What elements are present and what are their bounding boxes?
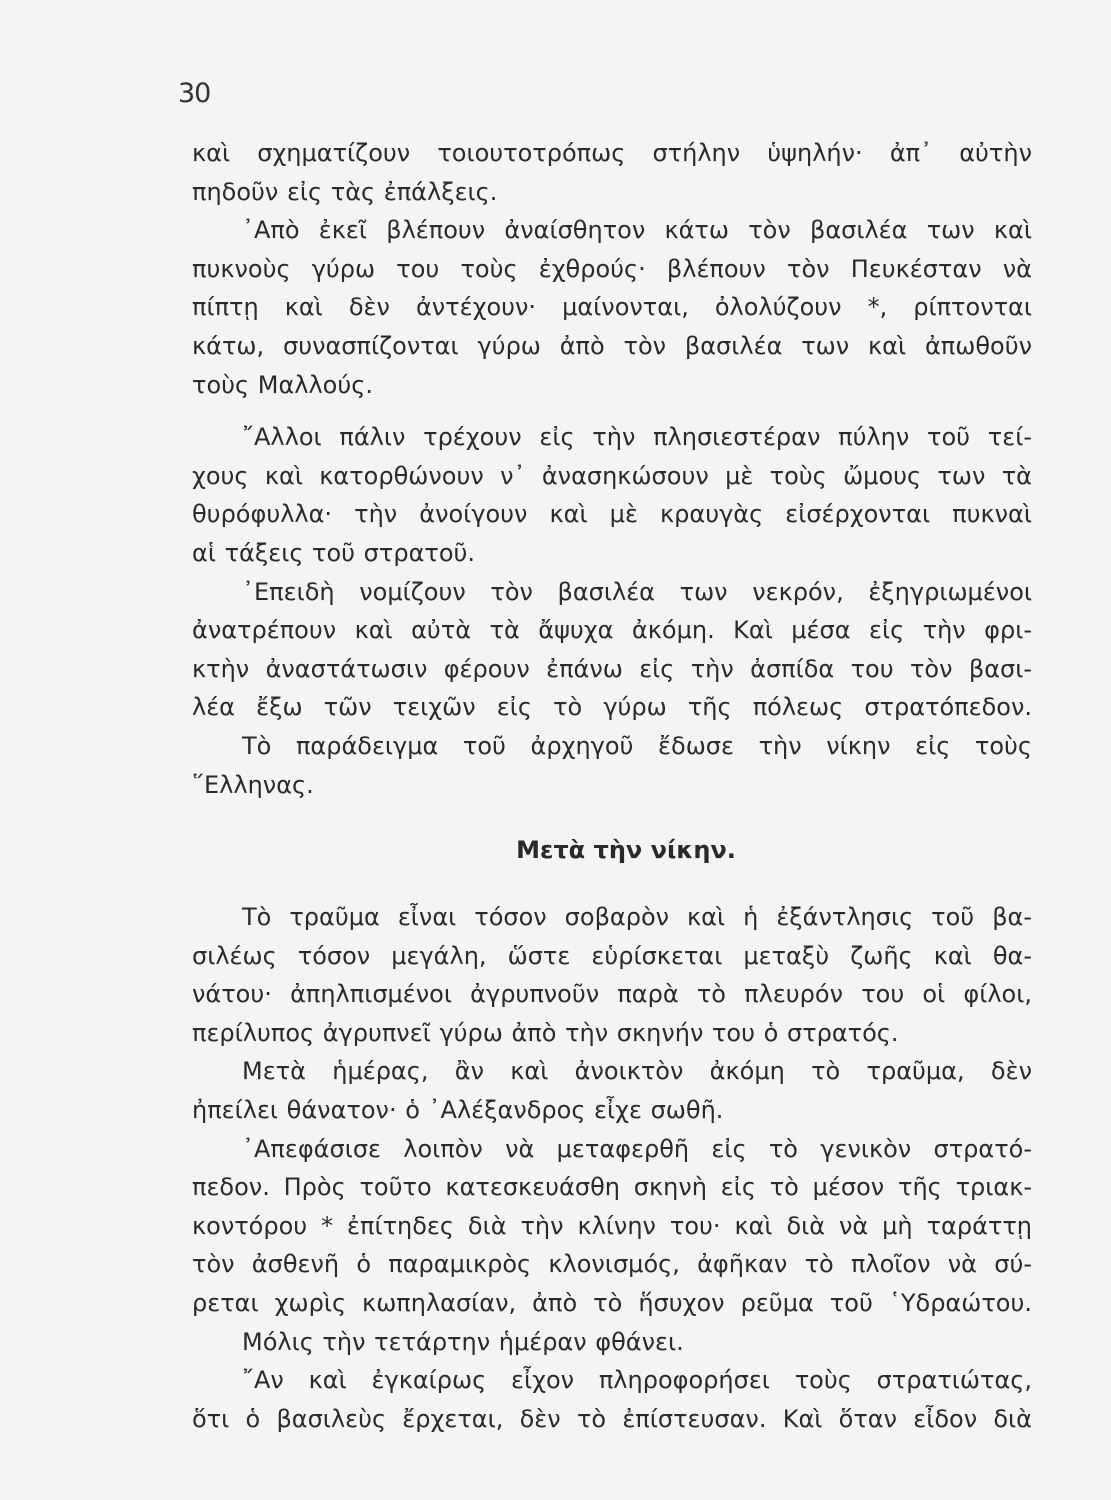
text-line: πηδοῦν εἰς τὰς ἐπάλξεις.	[192, 177, 498, 206]
text-line: λέα ἔξω τῶν τειχῶν εἰς τὸ γύρω τῆς πόλεως στρατόπεδον.	[192, 693, 1032, 722]
text-line: ῞Ελληνας.	[192, 770, 314, 799]
text-line: περίλυπος ἀγρυπνεῖ γύρω ἀπὸ τὴν σκηνήν του ὁ στρατός.	[192, 1018, 899, 1047]
text-line: τοὺς Μαλλούς.	[192, 370, 373, 399]
text-line: ἀνατρέπουν καὶ αὐτὰ τὰ ἄψυχα ἀκόμη. Καὶ μέσα εἰς τὴν φρι-	[192, 616, 1032, 645]
text-line: ὅτι ὁ βασιλεὺς ἔρχεται, δὲν τὸ ἐπίστευσαν. Καὶ ὅταν εἶδον διὰ	[192, 1404, 1032, 1433]
text-line: ᾿Απὸ ἐκεῖ βλέπουν ἀναίσθητον κάτω τὸν βασιλέα των καὶ	[242, 216, 1032, 245]
text-line: αἱ τάξεις τοῦ στρατοῦ.	[192, 538, 476, 567]
page-number: 30	[178, 78, 211, 109]
text-line: ῎Αν καὶ ἐγκαίρως εἶχον πληροφορήσει τοὺς στρατιώτας,	[242, 1366, 1032, 1395]
text-line: χους καὶ κατορθώνουν ν᾿ ἀνασηκώσουν μὲ τοὺς ὤμους των τὰ	[192, 461, 1032, 490]
text-line: ᾿Επειδὴ νομίζουν τὸν βασιλέα των νεκρόν, ἐξηγριωμένοι	[242, 577, 1032, 606]
text-line: ρεται χωρὶς κωπηλασίαν, ἀπὸ τὸ ἥσυχον ρεῦμα τοῦ ῾Υδραώτου.	[192, 1289, 1032, 1318]
text-line: πίπτῃ καὶ δὲν ἀντέχουν· μαίνονται, ὀλολύζουν *, ρίπτονται	[192, 293, 1032, 322]
text-line: θυρόφυλλα· τὴν ἀνοίγουν καὶ μὲ κραυγὰς εἰσέρχονται πυκναὶ	[192, 500, 1032, 529]
text-line: νάτου· ἀπηλπισμένοι ἀγρυπνοῦν παρὰ τὸ πλευρόν του οἱ φίλοι,	[192, 980, 1032, 1009]
text-line: ῎Αλλοι πάλιν τρέχουν εἰς τὴν πλησιεστέραν πύλην τοῦ τεί-	[242, 423, 1032, 452]
text-body	[192, 134, 1032, 1438]
text-line: Τὸ τραῦμα εἶναι τόσον σοβαρὸν καὶ ἡ ἐξάντλησις τοῦ βα-	[242, 903, 1032, 932]
text-line: πυκνοὺς γύρω του τοὺς ἐχθρούς· βλέπουν τὸν Πευκέσταν νὰ	[192, 254, 1032, 283]
text-line: ᾿Απεφάσισε λοιπὸν νὰ μεταφερθῆ εἰς τὸ γενικὸν στρατό-	[242, 1134, 1032, 1163]
text-line: πεδον. Πρὸς τοῦτο κατεσκευάσθη σκηνὴ εἰς τὸ μέσον τῆς τριακ-	[192, 1173, 1032, 1202]
text-line: Μετὰ ἡμέρας, ἂν καὶ ἀνοικτὸν ἀκόμη τὸ τραῦμα, δὲν	[242, 1057, 1032, 1086]
section-heading: Μετὰ τὴν νίκην.	[516, 836, 736, 865]
text-line: Τὸ παράδειγμα τοῦ ἀρχηγοῦ ἔδωσε τὴν νίκην εἰς τοὺς	[242, 731, 1032, 760]
text-line: κοντόρου * ἐπίτηδες διὰ τὴν κλίνην του· καὶ διὰ νὰ μὴ ταράττῃ	[192, 1211, 1032, 1240]
text-line: κάτω, συνασπίζονται γύρω ἀπὸ τὸν βασιλέα των καὶ ἀπωθοῦν	[192, 331, 1032, 360]
text-line: τὸν ἀσθενῆ ὁ παραμικρὸς κλονισμός, ἀφῆκαν τὸ πλοῖον νὰ σύ-	[192, 1250, 1032, 1279]
text-line: κτὴν ἀναστάτωσιν φέρουν ἐπάνω εἰς τὴν ἀσπίδα του τὸν βασι-	[192, 654, 1032, 683]
text-line: Μόλις τὴν τετάρτην ἡμέραν φθάνει.	[242, 1327, 684, 1356]
text-line: καὶ σχηματίζουν τοιουτοτρόπως στήλην ὑψηλήν· ἀπ᾿ αὐτὴν	[192, 139, 1032, 167]
text-line: ἠπείλει θάνατον· ὁ ᾿Αλέξανδρος εἶχε σωθῆ.	[192, 1096, 724, 1125]
text-line: σιλέως τόσον μεγάλη, ὥστε εὑρίσκεται μεταξὺ ζωῆς καὶ θα-	[192, 941, 1032, 970]
